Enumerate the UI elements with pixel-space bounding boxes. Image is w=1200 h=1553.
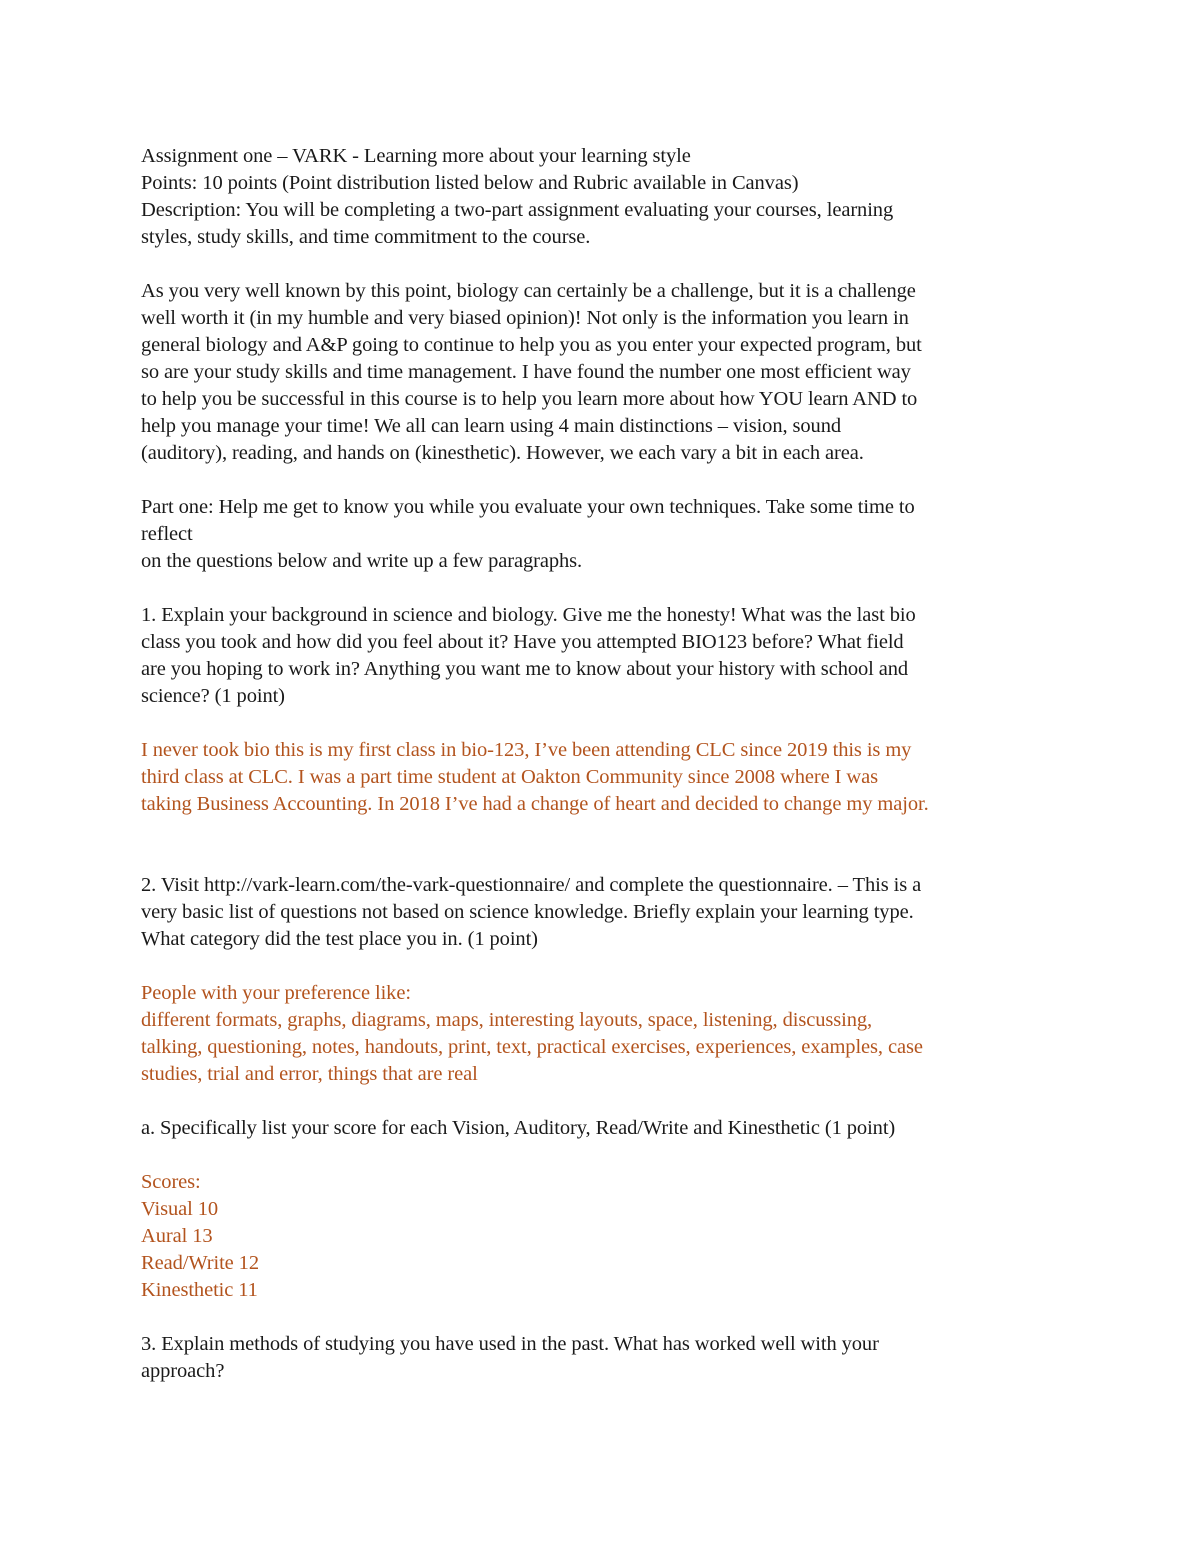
question-1-line: are you hoping to work in? Anything you want me to know about your history with school and bbox=[141, 658, 909, 680]
part-one-instructions bbox=[141, 494, 1071, 575]
paragraph-gap bbox=[141, 953, 1071, 980]
answer-2-line: talking, questioning, notes, handouts, print, text, practical exercises, experiences, examples, case bbox=[141, 1036, 923, 1058]
score-read-write: Read/Write 12 bbox=[141, 1252, 259, 1274]
intro-line: (auditory), reading, and hands on (kinesthetic). However, we each vary a bit in each area. bbox=[141, 442, 864, 464]
answer-1-line: taking Business Accounting. In 2018 I’ve had a change of heart and decided to change my major. bbox=[141, 793, 929, 815]
question-2 bbox=[141, 872, 1071, 953]
answer-2 bbox=[141, 980, 1071, 1088]
assignment-header bbox=[141, 143, 1071, 251]
assignment-title: Assignment one – VARK - Learning more about your learning style bbox=[141, 145, 691, 167]
score-visual: Visual 10 bbox=[141, 1198, 219, 1220]
paragraph-gap bbox=[141, 575, 1071, 602]
question-2-line: 2. Visit http://vark-learn.com/the-vark-questionnaire/ and complete the questionnaire. – This is a bbox=[141, 874, 922, 896]
answer-1-line: I never took bio this is my first class in bio-123, I’ve been attending CLC since 2019 this is my bbox=[141, 739, 912, 761]
answer-2-line: People with your preference like: bbox=[141, 982, 411, 1004]
answer-2-line: studies, trial and error, things that are real bbox=[141, 1063, 478, 1085]
scores-list bbox=[141, 1169, 1071, 1304]
answer-2-line: different formats, graphs, diagrams, maps, interesting layouts, space, listening, discussing, bbox=[141, 1009, 873, 1031]
question-1-line: science? (1 point) bbox=[141, 685, 285, 707]
intro-line: to help you be successful in this course is to help you learn more about how YOU learn AND to bbox=[141, 388, 918, 410]
intro-paragraph bbox=[141, 278, 1071, 467]
question-1 bbox=[141, 602, 1071, 710]
question-2a-line: a. Specifically list your score for each Vision, Auditory, Read/Write and Kinesthetic (1 point) bbox=[141, 1117, 896, 1139]
document-body bbox=[141, 143, 1071, 1385]
question-1-line: class you took and how did you feel about it? Have you attempted BIO123 before? What field bbox=[141, 631, 904, 653]
paragraph-gap bbox=[141, 1142, 1071, 1169]
scores-label: Scores: bbox=[141, 1171, 201, 1193]
score-kinesthetic: Kinesthetic 11 bbox=[141, 1279, 258, 1301]
question-1-line: 1. Explain your background in science and biology. Give me the honesty! What was the last bio bbox=[141, 604, 916, 626]
question-2a bbox=[141, 1115, 1071, 1142]
question-3-line: approach? bbox=[141, 1360, 225, 1382]
part-one-line: on the questions below and write up a few paragraphs. bbox=[141, 550, 583, 572]
paragraph-gap bbox=[141, 710, 1071, 737]
intro-line: well worth it (in my humble and very biased opinion)! Not only is the information you learn in bbox=[141, 307, 909, 329]
question-3-line: 3. Explain methods of studying you have used in the past. What has worked well with your bbox=[141, 1333, 879, 1355]
paragraph-gap bbox=[141, 1088, 1071, 1115]
intro-line: As you very well known by this point, biology can certainly be a challenge, but it is a challenge bbox=[141, 280, 916, 302]
question-3 bbox=[141, 1331, 1071, 1385]
question-2-line: What category did the test place you in. (1 point) bbox=[141, 928, 538, 950]
part-one-line: reflect bbox=[141, 523, 193, 545]
paragraph-gap bbox=[141, 1304, 1071, 1331]
assignment-points: Points: 10 points (Point distribution listed below and Rubric available in Canvas) bbox=[141, 172, 799, 194]
intro-line: so are your study skills and time management. I have found the number one most efficient way bbox=[141, 361, 911, 383]
question-2-line: very basic list of questions not based on science knowledge. Briefly explain your learning type. bbox=[141, 901, 914, 923]
answer-1 bbox=[141, 737, 1071, 818]
paragraph-gap bbox=[141, 818, 1071, 872]
assignment-description-line: styles, study skills, and time commitment to the course. bbox=[141, 226, 591, 248]
paragraph-gap bbox=[141, 251, 1071, 278]
answer-1-line: third class at CLC. I was a part time student at Oakton Community since 2008 where I was bbox=[141, 766, 879, 788]
score-aural: Aural 13 bbox=[141, 1225, 213, 1247]
part-one-line: Part one: Help me get to know you while you evaluate your own techniques. Take some time to bbox=[141, 496, 915, 518]
paragraph-gap bbox=[141, 467, 1071, 494]
assignment-description-line: Description: You will be completing a two-part assignment evaluating your courses, learning bbox=[141, 199, 894, 221]
intro-line: general biology and A&P going to continue to help you as you enter your expected program, but bbox=[141, 334, 922, 356]
intro-line: help you manage your time! We all can learn using 4 main distinctions – vision, sound bbox=[141, 415, 842, 437]
